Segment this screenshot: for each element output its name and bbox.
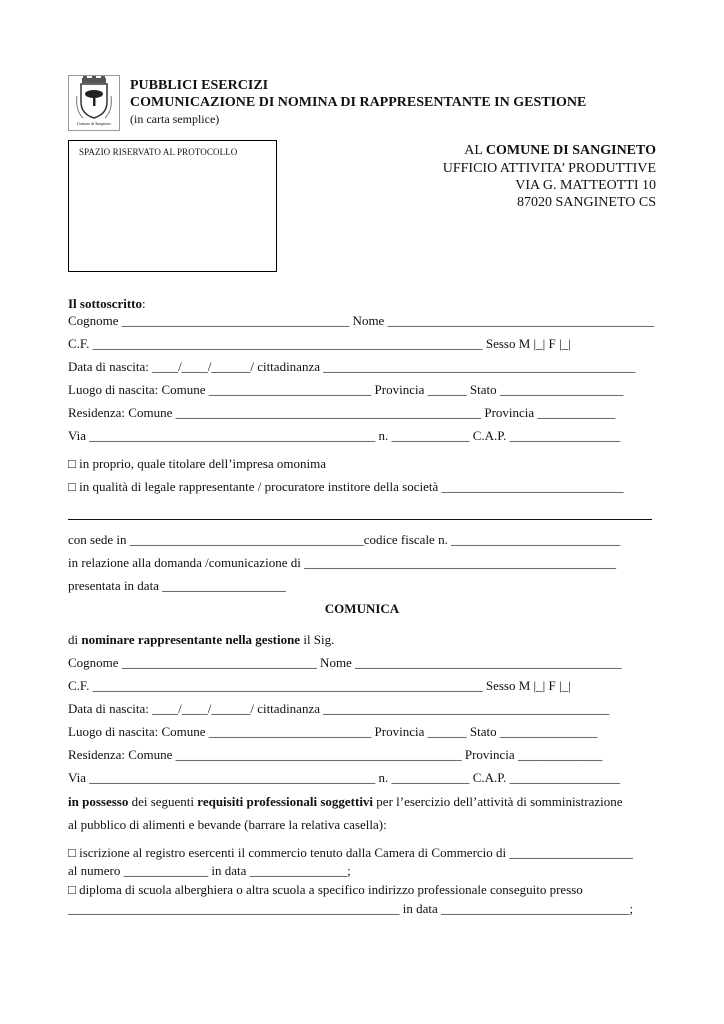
intro-prefix: di — [68, 632, 82, 647]
register-number-row[interactable]: al numero _____________ in data _______________; — [68, 863, 351, 878]
req-text-1: dei seguenti — [128, 794, 198, 809]
rep-cf-row[interactable]: C.F. ____________________________________________________________ Sesso M |_| F |_| — [68, 678, 571, 693]
option-diploma-checkbox[interactable]: □ diploma di scuola alberghiera o altra scuola a specifico indirizzo professionale conseguito presso — [68, 882, 583, 897]
recipient-line-1 — [464, 143, 656, 159]
recipient-office: UFFICIO ATTIVITA’ PRODUTTIVE — [442, 161, 656, 176]
recipient-municipality: COMUNE DI SANGINETO — [485, 143, 656, 158]
company-seat-row[interactable]: con sede in ____________________________________codice fiscale n. __________________________ — [68, 532, 621, 547]
requirements-intro-line-2: al pubblico di alimenti e bevande (barrare la relativa casella): — [68, 817, 387, 832]
diploma-details-row[interactable]: ___________________________________________________ in data _____________________________; — [68, 901, 634, 916]
req-bold-2: requisiti professionali soggettivi — [197, 794, 374, 809]
protocol-label: SPAZIO RISERVATO AL PROTOCOLLO — [79, 147, 238, 157]
comunica-heading: COMUNICA — [324, 601, 400, 616]
application-reference-row[interactable]: in relazione alla domanda /comunicazione di ________________________________________________ — [68, 555, 617, 570]
rep-residence-row[interactable]: Residenza: Comune ____________________________________________ Provincia _____________ — [68, 747, 603, 762]
applicant-birthplace-row[interactable]: Luogo di nascita: Comune _________________________ Provincia ______ Stato ___________________ — [68, 382, 624, 397]
presentation-date-row[interactable]: presentata in data ___________________ — [68, 578, 286, 593]
req-bold-1: in possesso — [68, 794, 129, 809]
applicant-birthdate-row[interactable]: Data di nascita: ____/____/______/ cittadinanza ________________________________________________ — [68, 359, 636, 374]
option-legal-rep-checkbox[interactable]: □ in qualità di legale rappresentante / procuratore institore della società ____________________________ — [68, 479, 624, 494]
protocol-box — [68, 140, 277, 272]
heading-colon: : — [142, 296, 146, 311]
rep-street-row[interactable]: Via ____________________________________________ n. ____________ C.A.P. _________________ — [68, 770, 621, 785]
form-category-title: PUBBLICI ESERCIZI — [130, 78, 269, 93]
rep-birthdate-row[interactable]: Data di nascita: ____/____/______/ cittadinanza ____________________________________________ — [68, 701, 610, 716]
applicant-cf-row[interactable]: C.F. ____________________________________________________________ Sesso M |_| F |_| — [68, 336, 571, 351]
applicant-name-row[interactable]: Cognome ___________________________________ Nome _________________________________________ — [68, 313, 655, 328]
applicant-street-row[interactable]: Via ____________________________________________ n. ____________ C.A.P. _________________ — [68, 428, 621, 443]
municipal-logo — [68, 75, 120, 131]
applicant-residence-row[interactable]: Residenza: Comune _______________________________________________ Provincia ____________ — [68, 405, 616, 420]
requirements-intro — [68, 794, 623, 810]
heading-bold: Il sottoscritto — [68, 296, 143, 311]
rep-name-row[interactable]: Cognome ______________________________ Nome _________________________________________ — [68, 655, 622, 670]
company-name-blank-line[interactable] — [68, 519, 652, 520]
req-text-2: per l’esercizio dell’attività di somministrazione — [373, 794, 623, 809]
rep-birthplace-row[interactable]: Luogo di nascita: Comune _________________________ Provincia ______ Stato _______________ — [68, 724, 598, 739]
recipient-prefix: AL — [464, 143, 486, 158]
logo-caption: Comune di Sangineto — [76, 121, 112, 126]
option-register-checkbox[interactable]: □ iscrizione al registro esercenti il commercio tenuto dalla Camera di Commercio di ___________________ — [68, 845, 633, 860]
intro-rest: il Sig. — [300, 632, 335, 647]
form-subtitle: (in carta semplice) — [130, 112, 220, 126]
recipient-street: VIA G. MATTEOTTI 10 — [515, 178, 656, 193]
form-title: COMUNICAZIONE DI NOMINA DI RAPPRESENTANTE IN GESTIONE — [130, 95, 587, 110]
intro-bold: nominare rappresentante nella gestione — [81, 632, 301, 647]
recipient-city: 87020 SANGINETO CS — [517, 195, 656, 210]
option-owner-checkbox[interactable]: □ in proprio, quale titolare dell’impresa omonima — [68, 456, 327, 471]
section1-heading — [68, 296, 146, 312]
nomination-intro — [68, 632, 334, 648]
